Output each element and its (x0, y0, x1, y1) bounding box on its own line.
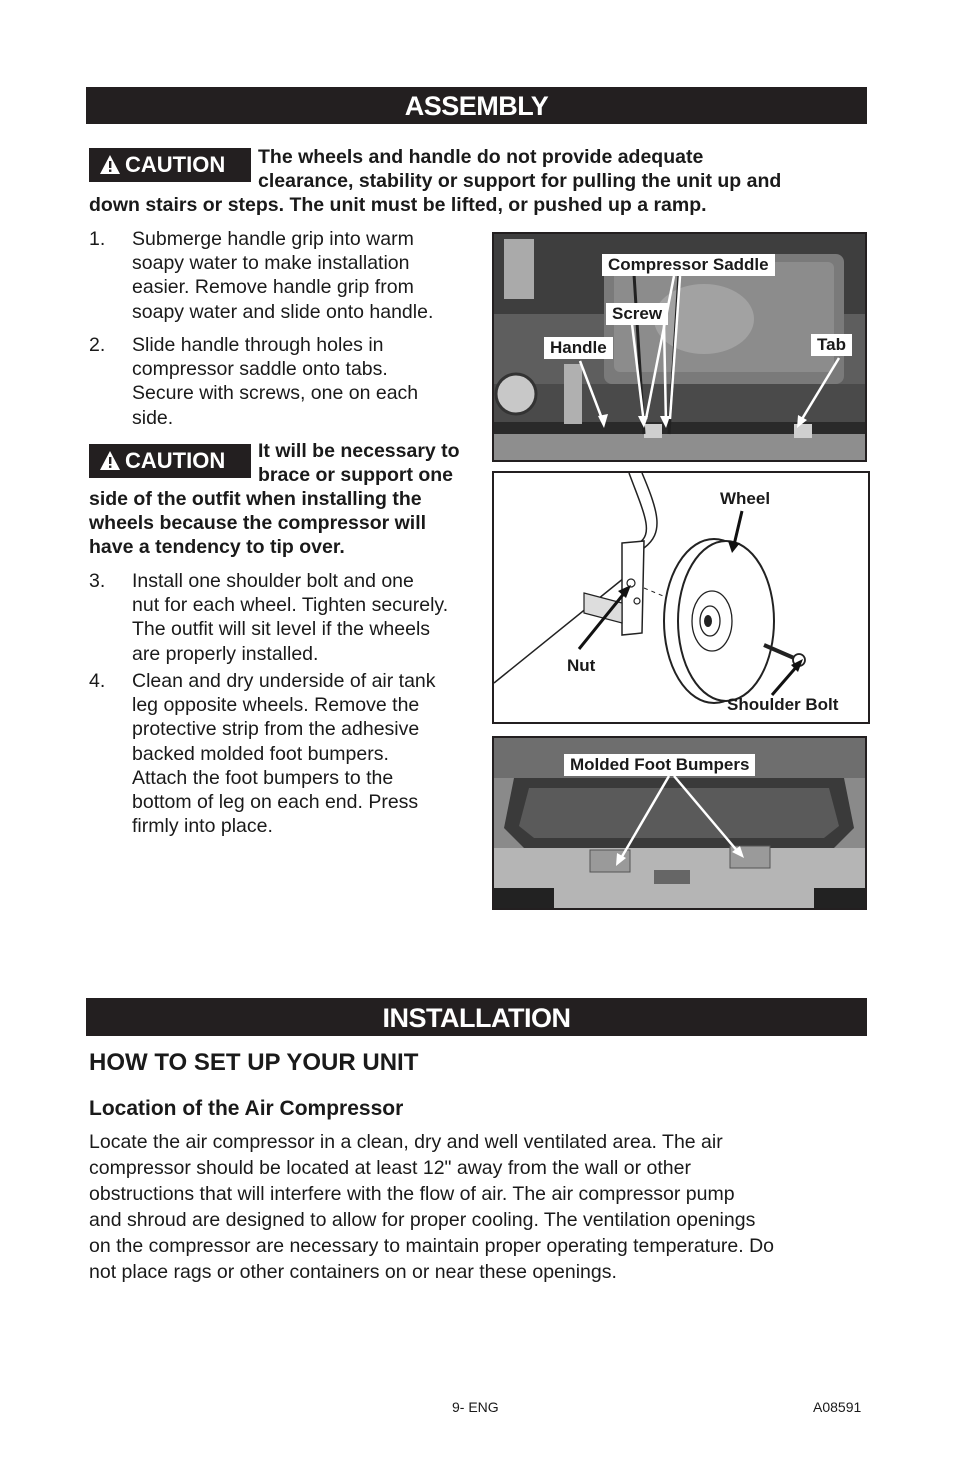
warning-triangle-icon (99, 154, 121, 176)
step-line: soapy water and slide onto handle. (132, 300, 434, 323)
step-3 (89, 569, 494, 669)
caution-badge-1 (89, 148, 251, 182)
step-line: Clean and dry underside of air tank (132, 670, 436, 692)
figure-handle-saddle (492, 232, 867, 462)
caution-1-line-1: The wheels and handle do not provide adequate (258, 146, 704, 168)
step-line: Secure with screws, one on each (132, 382, 419, 405)
step-line: bottom of leg on each end. Press (132, 791, 419, 814)
step-line: soapy water to make installation (132, 252, 410, 275)
step-line: Attach the foot bumpers to the (132, 766, 394, 789)
step-2 (89, 333, 489, 433)
label-screw: Screw (606, 303, 668, 325)
step-line: Install one shoulder bolt and one (132, 570, 414, 592)
caution-2-line-1: It will be necessary to (258, 440, 460, 462)
step-line: nut for each wheel. Tighten securely. (132, 594, 449, 617)
label-wheel: Wheel (720, 489, 771, 508)
wheel-diagram (494, 473, 868, 722)
document-code: A08591 (813, 1399, 862, 1415)
step-number: 2. (89, 334, 106, 356)
caution-1-line-2: clearance, stability or support for pulling the unit up and (258, 170, 782, 192)
label-handle: Handle (544, 337, 613, 359)
caution-1-line-3: down stairs or steps. The unit must be lifted, or pushed up a ramp. (89, 194, 707, 216)
installation-section-title: INSTALLATION (86, 998, 867, 1036)
caution-label: CAUTION (125, 152, 226, 177)
label-shoulder-bolt: Shoulder Bolt (727, 695, 839, 714)
label-molded-foot-bumpers: Molded Foot Bumpers (564, 754, 755, 776)
step-line: side. (132, 406, 174, 429)
paragraph-line: Locate the air compressor in a clean, dry and well ventilated area. The air (89, 1131, 723, 1153)
step-line: easier. Remove handle grip from (132, 276, 414, 299)
step-line: protective strip from the adhesive (132, 718, 420, 741)
step-line: backed molded foot bumpers. (132, 742, 389, 765)
location-paragraph (89, 1129, 879, 1285)
paragraph-line: on the compressor are necessary to maintain proper operating temperature. Do (89, 1235, 775, 1257)
page-number: 9- ENG (452, 1399, 499, 1415)
paragraph-line: obstructions that will interfere with the flow of air. The air compressor pump (89, 1183, 735, 1205)
step-line: Submerge handle grip into warm (132, 228, 414, 250)
caution-label: CAUTION (125, 448, 226, 473)
assembly-section-title: ASSEMBLY (86, 87, 867, 124)
warning-triangle-icon (99, 450, 121, 472)
caution-2-line-2: brace or support one (258, 464, 454, 486)
paragraph-line: and shroud are designed to allow for proper cooling. The ventilation openings (89, 1209, 756, 1231)
caution-2-line-4: wheels because the compressor will (89, 512, 427, 534)
figure-wheel-diagram (492, 471, 870, 724)
paragraph-line: compressor should be located at least 12" away from the wall or other (89, 1157, 691, 1179)
step-line: Slide handle through holes in (132, 334, 384, 356)
setup-heading: HOW TO SET UP YOUR UNIT (89, 1049, 419, 1076)
label-tab: Tab (811, 334, 852, 356)
step-number: 1. (89, 228, 106, 250)
step-1 (89, 227, 489, 327)
step-line: leg opposite wheels. Remove the (132, 694, 420, 717)
step-number: 3. (89, 570, 106, 592)
step-4 (89, 669, 494, 844)
caution-badge-2 (89, 444, 251, 478)
step-line: compressor saddle onto tabs. (132, 358, 388, 381)
step-line: firmly into place. (132, 815, 273, 838)
step-line: are properly installed. (132, 642, 319, 665)
caution-2-line-3: side of the outfit when installing the (89, 488, 422, 510)
paragraph-line: not place rags or other containers on or near these openings. (89, 1261, 617, 1283)
step-number: 4. (89, 670, 106, 692)
location-subheading: Location of the Air Compressor (89, 1097, 404, 1120)
figure-foot-bumpers (492, 736, 867, 910)
label-nut: Nut (567, 656, 596, 675)
step-line: The outfit will sit level if the wheels (132, 618, 431, 641)
caution-2-line-5: have a tendency to tip over. (89, 536, 345, 558)
label-compressor-saddle: Compressor Saddle (602, 254, 775, 276)
